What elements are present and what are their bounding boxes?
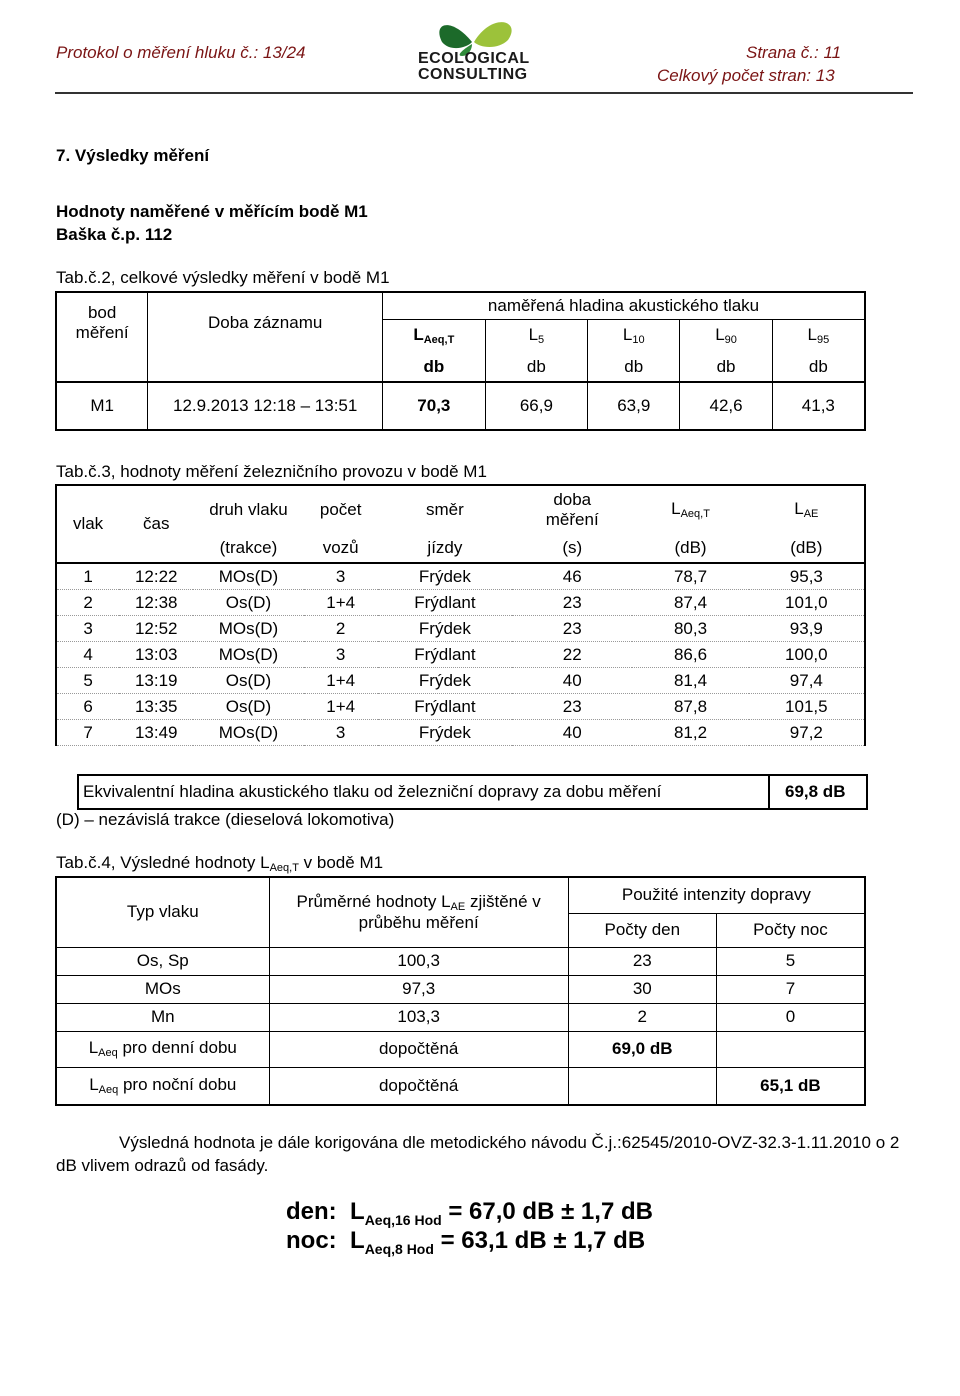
page-total: Celkový počet stran: 13 <box>657 66 835 85</box>
col-laeq: $L_{Aeq,T}$ <box>671 498 710 520</box>
col-group: naměřená hladina akustického tlaku <box>383 292 865 319</box>
col-train: vlak <box>56 485 119 563</box>
col-type: druh vlaku <box>209 499 288 519</box>
unit-cell: db <box>772 352 865 382</box>
night-row: $L_{Aeq}$ pro noční dobu dopočtěná 65,1 dB <box>56 1067 865 1105</box>
header-rule <box>55 92 913 94</box>
table-row: 2 12:38 Os(D) 1+4 Frýdlant 23 87,4 101,0 <box>56 590 865 616</box>
col-average-lae: Průměrné hodnoty $L_{AE}$ zjištěné v průběhu měření <box>269 877 568 947</box>
unit-cell: db <box>588 352 680 382</box>
page-number: Strana č.: 11 <box>746 43 842 62</box>
table-row: M1 12.9.2013 12:18 – 13:51 70,3 66,9 63,9 42,6 41,3 <box>56 382 865 430</box>
col-l5: $L_5$ <box>485 319 588 352</box>
table-row: 6 13:35 Os(D) 1+4 Frýdlant 23 87,8 101,5 <box>56 694 865 720</box>
table-final-values <box>55 876 866 1106</box>
unit-cell: db <box>485 352 588 382</box>
col-time: čas <box>119 485 193 563</box>
section-title: 7. Výsledky měření <box>56 146 210 165</box>
table3-caption: Tab.č.4, Výsledné hodnoty $L_{Aeq,T}$ v bodě M1 <box>56 853 384 874</box>
col-train-type: Typ vlaku <box>56 877 269 947</box>
col-duration: doba měření <box>545 489 599 529</box>
table-total-results <box>55 291 866 431</box>
col-direction: směr <box>426 499 464 519</box>
col-day-count: Počty den <box>568 913 716 947</box>
logo-text-1: ECOLOGICAL <box>418 50 530 67</box>
day-row: $L_{Aeq}$ pro denní dobu dopočtěná 69,0 dB <box>56 1031 865 1067</box>
table2-caption: Tab.č.3, hodnoty měření železničního provozu v bodě M1 <box>56 462 487 481</box>
col-lae: $L_{AE}$ <box>794 498 819 520</box>
col-count: počet <box>319 499 362 519</box>
address: Baška č.p. 112 <box>56 225 173 244</box>
col-night-count: Počty noc <box>716 913 865 947</box>
ecological-consulting-logo <box>412 12 540 84</box>
table-row: MOs 97,3 30 7 <box>56 975 865 1003</box>
equivalent-value: 69,8 dB <box>785 782 846 801</box>
unit-cell: db <box>383 352 486 382</box>
table1-caption: Tab.č.2, celkové výsledky měření v bodě M1 <box>56 268 390 287</box>
col-time: Doba záznamu <box>148 292 383 352</box>
protocol-title: Protokol o měření hluku č.: 13/24 <box>56 43 306 62</box>
col-point: bod měření <box>56 292 148 352</box>
col-laeq: $L_{Aeq,T}$ <box>383 319 486 352</box>
col-l95: $L_{95}$ <box>807 324 830 346</box>
result-day: den: $L_{Aeq,16 Hod} = 67,0$ dB ± 1,7 dB <box>286 1198 653 1228</box>
table-row: 4 13:03 MOs(D) 3 Frýdlant 22 86,6 100,0 <box>56 642 865 668</box>
correction-note: Výsledná hodnota je dále korigována dle metodického návodu Č.j.:62545/2010-OVZ-32.3-1.11.2010 o 2 dB vlivem odrazů od fasády. <box>56 1133 900 1175</box>
table-rail-traffic: vlak čas druh vlaku počet směr doba měření $L_{Aeq,T}$ $L_{AE}$ (trakce) vozů jízdy (s) (dB) (dB) 1 12:22 MOs(D) 3 Frýdek 46 78,7 95,3 2 12:38 Os(D) 1+4 Frýdlant 23 87,4 101,0 3 12:52 MOs(D) 2 Frýdek 23 80,3 93,9 4 13:03 MOs(D) 3 Frýdlant 22 86,6 100,0 5 13:19 Os(D) 1+4 Frýdek 40 81,4 97,4 6 13:35 Os(D) 1+4 Frýdlant 23 87,8 101,5 7 13:49 MOs(D) 3 Frýdek 40 81,2 97,2 <box>55 484 866 746</box>
table-row: 5 13:19 Os(D) 1+4 Frýdek 40 81,4 97,4 <box>56 668 865 694</box>
table-row: 3 12:52 MOs(D) 2 Frýdek 23 80,3 93,9 <box>56 616 865 642</box>
point-title: Hodnoty naměřené v měřícím bodě M1 <box>56 202 368 221</box>
col-l10: $L_{10}$ <box>588 319 680 352</box>
divider <box>768 776 770 808</box>
traction-note: (D) – nezávislá trakce (dieselová lokomotiva) <box>56 810 395 829</box>
unit-cell: db <box>680 352 772 382</box>
col-l90: $L_{90}$ <box>680 319 772 352</box>
table-row: 1 12:22 MOs(D) 3 Frýdek 46 78,7 95,3 <box>56 563 865 590</box>
equivalent-level-box <box>77 774 868 810</box>
table-row: 7 13:49 MOs(D) 3 Frýdek 40 81,2 97,2 <box>56 720 865 746</box>
table-row: Mn 103,3 2 0 <box>56 1003 865 1031</box>
table-row: Os, Sp 100,3 23 5 <box>56 947 865 975</box>
result-night: noc: $L_{Aeq,8 Hod} = 63,1$ dB ± 1,7 dB <box>286 1227 646 1257</box>
equivalent-label: Ekvivalentní hladina akustického tlaku od železniční dopravy za dobu měření <box>83 782 662 801</box>
col-intensity: Použité intenzity dopravy <box>568 877 865 913</box>
logo-text-2: CONSULTING <box>418 66 528 83</box>
